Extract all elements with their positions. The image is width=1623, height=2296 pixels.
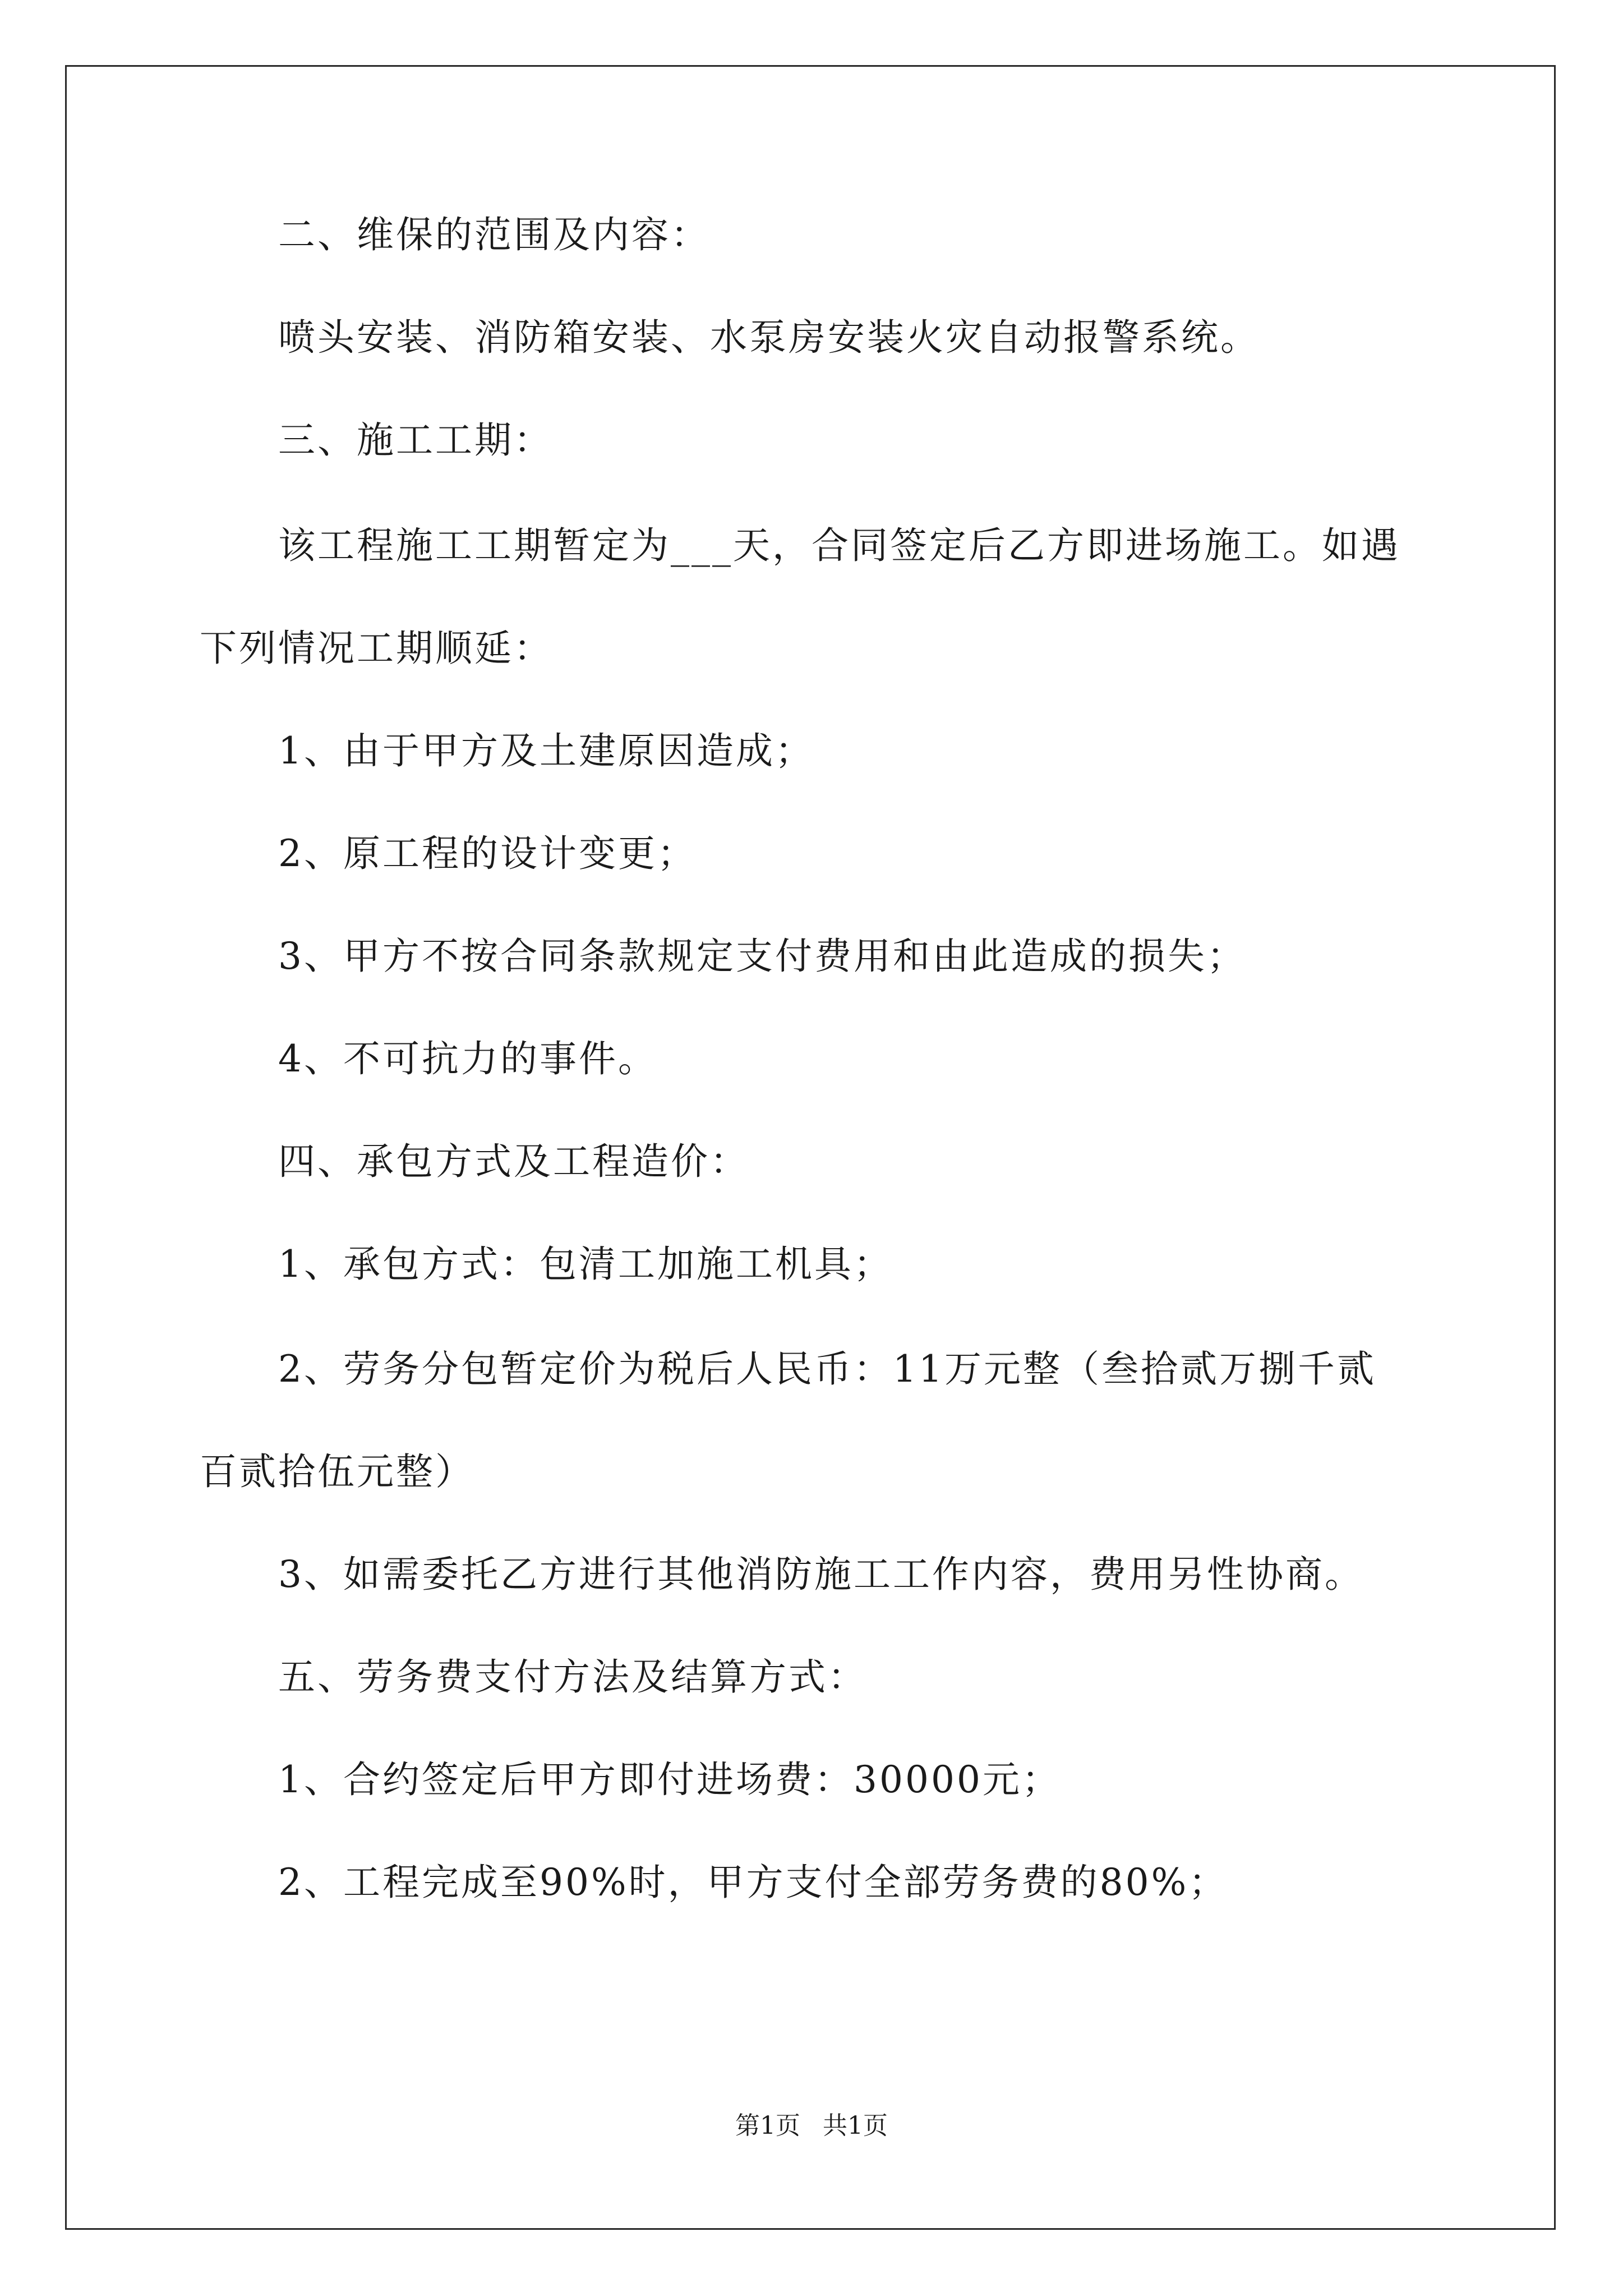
paragraph: 百贰拾伍元整） xyxy=(200,1450,474,1493)
paragraph: 下列情况工期顺延： xyxy=(200,627,553,670)
paragraph: 3、甲方不按合同条款规定支付费用和由此造成的损失； xyxy=(278,935,1246,978)
paragraph: 1、由于甲方及土建原因造成； xyxy=(278,729,814,772)
paragraph: 二、维保的范围及内容： xyxy=(278,213,710,256)
paragraph: 1、承包方式：包清工加施工机具； xyxy=(278,1243,893,1286)
paragraph: 三、施工工期： xyxy=(278,418,553,462)
page-total: 共1页 xyxy=(823,2111,888,2140)
paragraph: 1、合约签定后甲方即付进场费：30000元； xyxy=(278,1758,1061,1801)
paragraph: 2、工程完成至90%时，甲方支付全部劳务费的80%； xyxy=(278,1861,1228,1904)
page-number: 第1页 xyxy=(735,2111,800,2140)
page-footer xyxy=(0,2109,1623,2143)
paragraph: 四、承包方式及工程造价： xyxy=(278,1140,749,1183)
paragraph: 4、不可抗力的事件。 xyxy=(278,1037,657,1080)
paragraph: 五、劳务费支付方法及结算方式： xyxy=(278,1655,867,1699)
paragraph: 3、如需委托乙方进行其他消防施工工作内容，费用另性协商。 xyxy=(278,1553,1364,1596)
paragraph: 2、原工程的设计变更； xyxy=(278,832,697,875)
paragraph: 喷头安装、消防箱安装、水泵房安装火灾自动报警系统。 xyxy=(278,316,1260,359)
paragraph: 该工程施工工期暂定为___天，合同签定后乙方即进场施工。如遇 xyxy=(278,524,1400,567)
paragraph: 2、劳务分包暂定价为税后人民币：11万元整（叁拾贰万捌千贰 xyxy=(278,1347,1376,1391)
